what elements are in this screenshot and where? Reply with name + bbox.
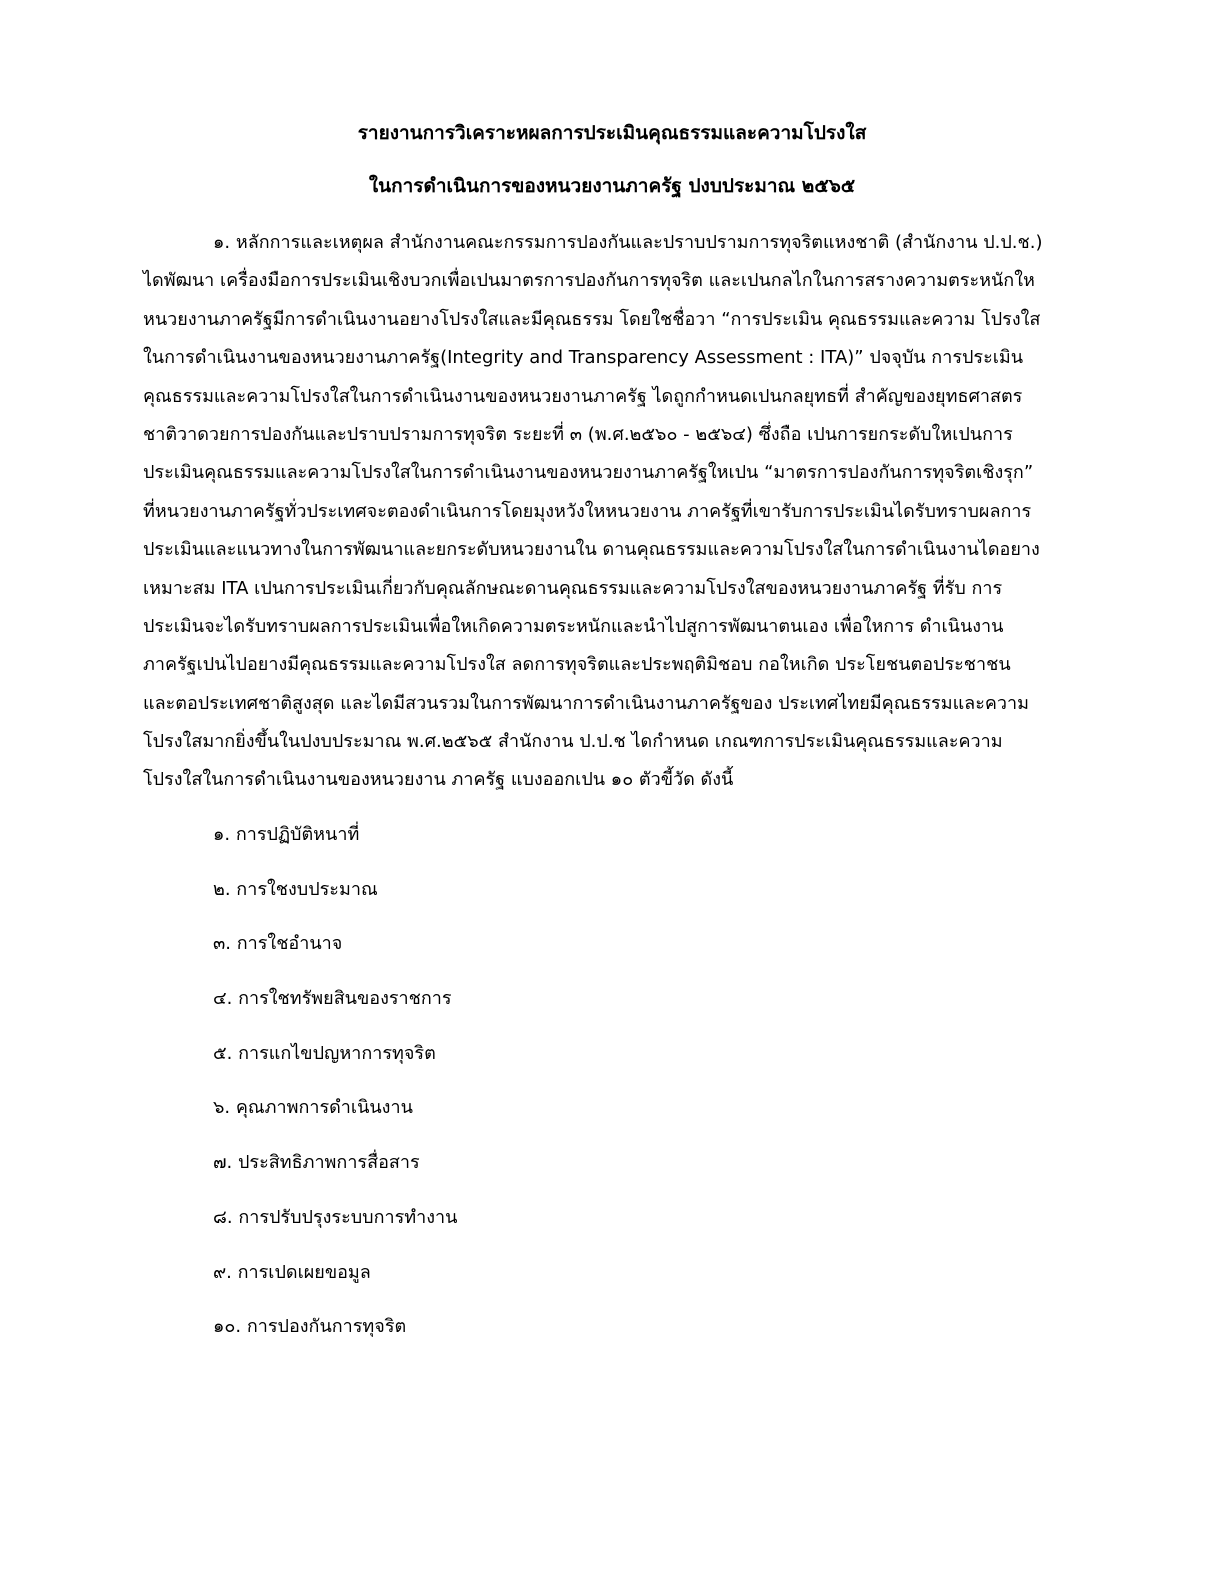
- indicator-item: ๑๐. การปองกันการทุจริต: [213, 1316, 407, 1338]
- paragraph-line: ในการดำเนินงานของหนวยงานภาครัฐ(Integrity and Transparency Assessment : ITA)” ปจจุบัน การประเมิน: [143, 347, 1024, 369]
- document-title-line-1: รายงานการวิเคราะหผลการประเมินคุณธรรมและความโปรงใส: [357, 122, 867, 144]
- indicator-item: ๑. การปฏิบัติหนาที่: [213, 824, 360, 845]
- paragraph-line: โปรงใสมากยิ่งขึ้นในปงบประมาณ พ.ศ.๒๕๖๕ สำนักงาน ป.ป.ช ไดกำหนด เกณฑการประเมินคุณธรรมและความ: [143, 731, 1003, 753]
- paragraph-line: ชาติวาดวยการปองกันและปราบปรามการทุจริต ระยะที่ ๓ (พ.ศ.๒๕๖๐ - ๒๕๖๔) ซึ่งถือ เปนการยกระดับใหเปนการ: [143, 423, 1013, 445]
- paragraph-line: โปรงใสในการดำเนินงานของหนวยงาน ภาครัฐ แบงออกเปน ๑๐ ตัวขี้วัด ดังนี้: [143, 769, 734, 791]
- indicator-list: [213, 823, 457, 1370]
- indicator-item: ๒. การใชงบประมาณ: [213, 878, 378, 900]
- indicator-item: ๔. การใชทรัพยสินของราชการ: [213, 988, 452, 1010]
- document-title-line-2: ในการดำเนินการของหนวยงานภาครัฐ ปงบประมาณ ๒๕๖๕: [368, 175, 856, 197]
- paragraph-line: ภาครัฐเปนไปอยางมีคุณธรรมและความโปรงใส ลดการทุจริตและประพฤติมิชอบ กอใหเกิด ประโยชนตอประชาชน: [143, 654, 1011, 676]
- paragraph-line: และตอประเทศชาติสูงสุด และไดมีสวนรวมในการพัฒนาการดำเนินงานภาครัฐของ ประเทศไทยมีคุณธรรมและความ: [143, 692, 1029, 714]
- indicator-item: ๕. การแกไขปญหาการทุจริต: [213, 1042, 436, 1064]
- paragraph-line: ประเมินคุณธรรมและความโปรงใสในการดำเนินงานของหนวยงานภาครัฐใหเปน “มาตรการปองกันการทุจริตเชิงรุก”: [143, 462, 1034, 484]
- paragraph-line: ที่หนวยงานภาครัฐทั่วประเทศจะตองดำเนินการโดยมุงหวังใหหนวยงาน ภาครัฐที่เขารับการประเมินไดรับทราบผลการ: [143, 500, 1032, 522]
- paragraph-line: หนวยงานภาครัฐมีการดำเนินงานอยางโปรงใสและมีคุณธรรม โดยใชชื่อวา “การประเมิน คุณธรรมและความ โปรงใส: [143, 308, 1041, 330]
- indicator-item: ๘. การปรับปรุงระบบการทำงาน: [213, 1206, 458, 1228]
- principles-paragraph: [143, 224, 1113, 800]
- paragraph-line: ไดพัฒนา เครื่องมือการประเมินเชิงบวกเพื่อเปนมาตรการปองกันการทุจริต และเปนกลไกในการสรางความตระหนักให: [143, 270, 1035, 292]
- indicator-item: ๖. คุณภาพการดำเนินงาน: [213, 1097, 413, 1119]
- paragraph-line: ๑. หลักการและเหตุผล สำนักงานคณะกรรมการปองกันและปราบปรามการทุจริตแหงชาติ (สำนักงาน ป.ป.ช.): [213, 232, 1043, 253]
- indicator-item: ๙. การเปดเผยขอมูล: [213, 1261, 371, 1283]
- paragraph-line: ประเมินและแนวทางในการพัฒนาและยกระดับหนวยงานใน ดานคุณธรรมและความโปรงใสในการดำเนินงานไดอยาง: [143, 539, 1040, 561]
- paragraph-line: เหมาะสม ITA เปนการประเมินเกี่ยวกับคุณลักษณะดานคุณธรรมและความโปรงใสของหนวยงานภาครัฐ ที่รับ การ: [143, 577, 1003, 599]
- indicator-item: ๓. การใชอำนาจ: [213, 933, 343, 955]
- paragraph-line: ประเมินจะไดรับทราบผลการประเมินเพื่อใหเกิดความตระหนักและนำไปสูการพัฒนาตนเอง เพื่อใหการ ดำเนินงาน: [143, 615, 1004, 637]
- indicator-item: ๗. ประสิทธิภาพการสื่อสาร: [213, 1152, 420, 1174]
- paragraph-line: คุณธรรมและความโปรงใสในการดำเนินงานของหนวยงานภาครัฐ ไดถูกกำหนดเปนกลยุทธที่ สำคัญของยุทธศาสตร: [143, 385, 1023, 407]
